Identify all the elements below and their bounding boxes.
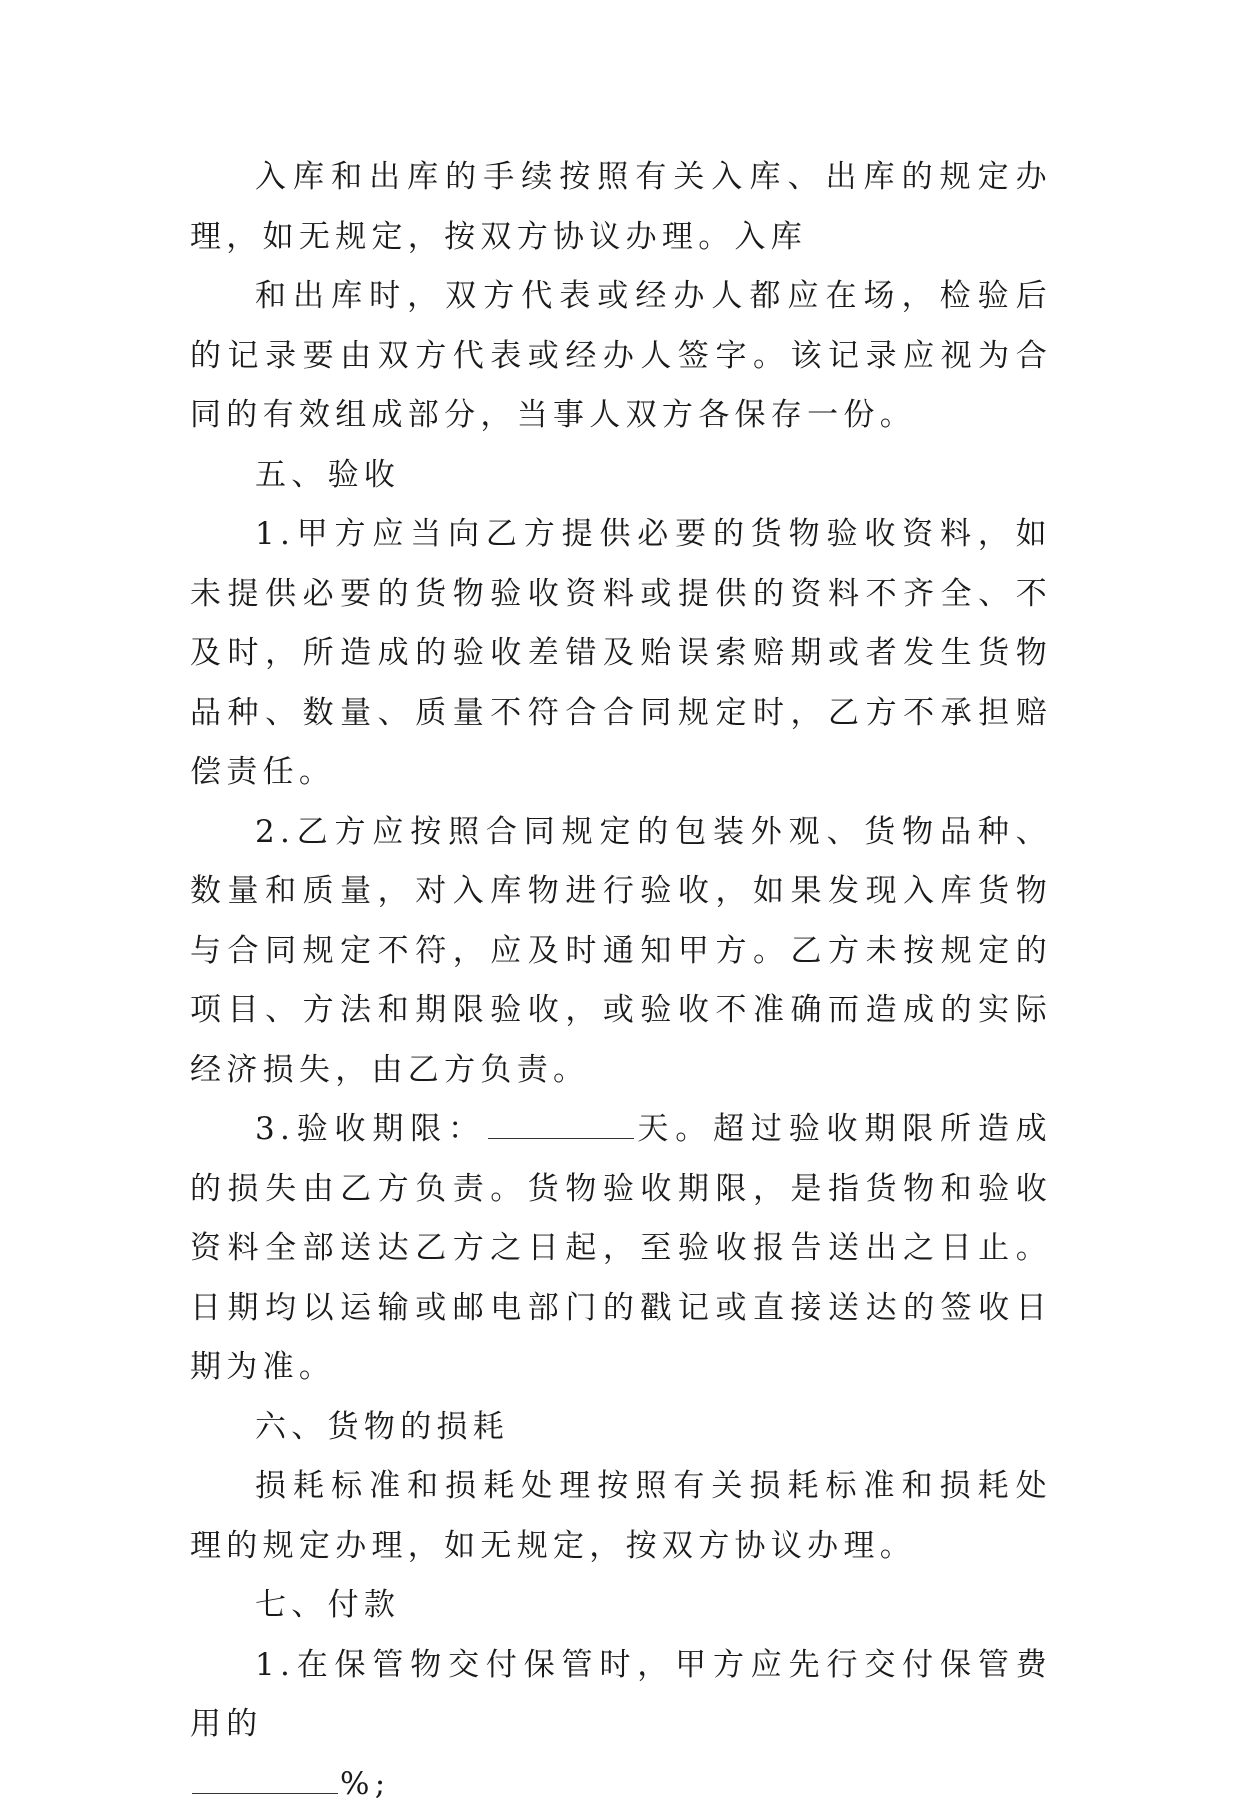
paragraph-acceptance-clause-1: 1.甲方应当向乙方提供必要的货物验收资料，如未提供必要的货物验收资料或提供的资料不齐全、不及时，所造成的验收差错及贻误索赔期或者发生货物品种、数量、质量不符合合同规定时，乙方不承担赔偿责任。 bbox=[190, 505, 1052, 803]
section-heading-acceptance: 五、验收 bbox=[190, 446, 1052, 506]
paragraph-acceptance-clause-3 bbox=[190, 1100, 1052, 1398]
paragraph-payment-clause-1: 1.在保管物交付保管时，甲方应先行交付保管费用的 bbox=[190, 1636, 1052, 1755]
document-page bbox=[190, 148, 1052, 1814]
paragraph-entry-exit-procedures: 入库和出库的手续按照有关入库、出库的规定办理，如无规定，按双方协议办理。入库 bbox=[190, 148, 1052, 267]
acceptance-period-label: 3.验收期限： bbox=[255, 1111, 486, 1147]
paragraph-inspection-record: 和出库时，双方代表或经办人都应在场，检验后的记录要由双方代表或经办人签字。该记录应视为合同的有效组成部分，当事人双方各保存一份。 bbox=[190, 267, 1052, 446]
acceptance-days-blank bbox=[488, 1112, 634, 1139]
paragraph-payment-percent bbox=[190, 1755, 1052, 1814]
paragraph-acceptance-clause-2: 2.乙方应按照合同规定的包装外观、货物品种、数量和质量，对入库物进行验收，如果发现入库货物与合同规定不符，应及时通知甲方。乙方未按规定的项目、方法和期限验收，或验收不准确而造成的实际经济损失，由乙方负责。 bbox=[190, 803, 1052, 1101]
acceptance-period-text: 天。超过验收期限所造成的损失由乙方负责。货物验收期限，是指货物和验收资料全部送达乙方之日起，至验收报告送出之日止。日期均以运输或邮电部门的戳记或直接送达的签收日期为准。 bbox=[190, 1111, 1052, 1385]
section-heading-loss: 六、货物的损耗 bbox=[190, 1398, 1052, 1458]
section-heading-payment: 七、付款 bbox=[190, 1576, 1052, 1636]
payment-percent-blank bbox=[192, 1767, 338, 1794]
payment-percent-suffix: %; bbox=[340, 1766, 391, 1802]
paragraph-loss-standard: 损耗标准和损耗处理按照有关损耗标准和损耗处理的规定办理，如无规定，按双方协议办理。 bbox=[190, 1457, 1052, 1576]
